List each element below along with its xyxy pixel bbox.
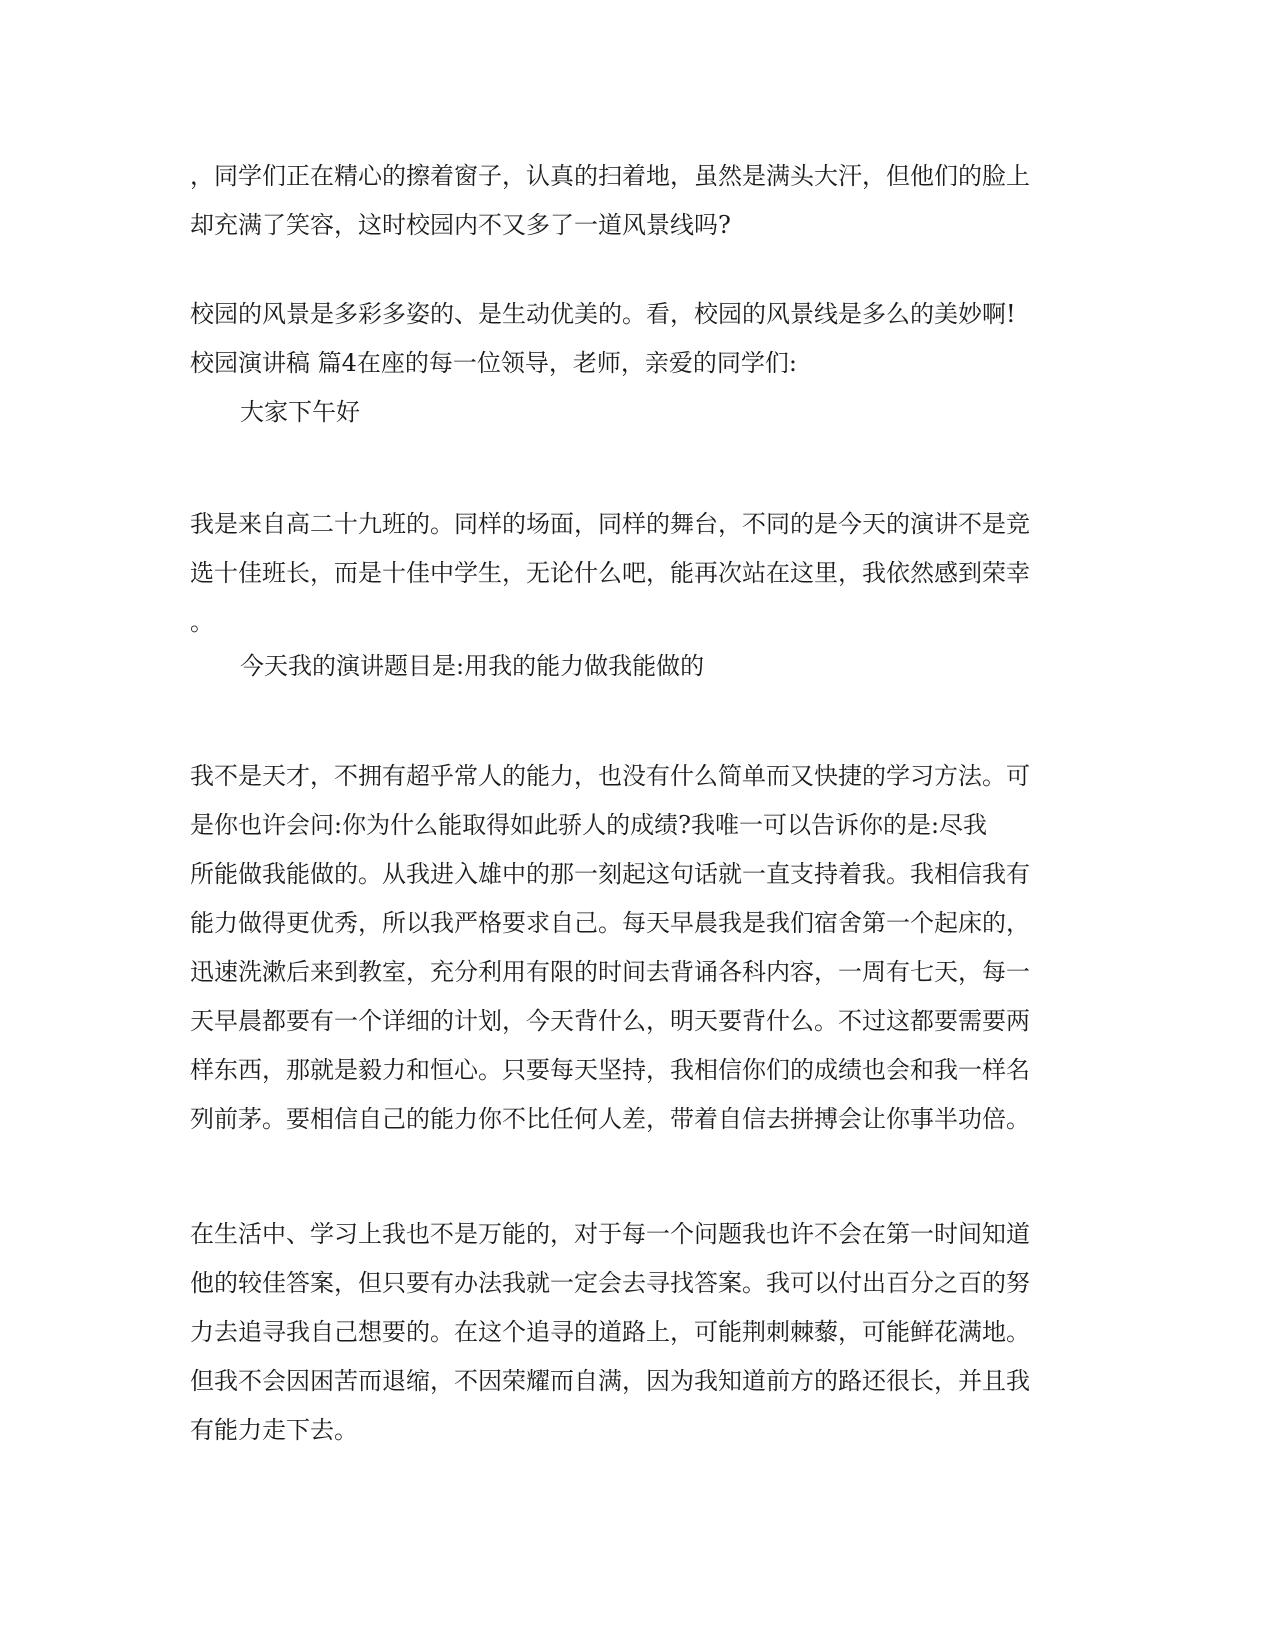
text-line: 今天我的演讲题目是:用我的能力做我能做的 [240,652,705,680]
text-line: 。 [190,608,214,636]
text-line: 是你也许会问:你为什么能取得如此骄人的成绩?我唯一可以告诉你的是:尽我 [190,811,988,839]
text-line: 大家下午好 [240,398,360,426]
text-line: 校园的风景是多彩多姿的、是生动优美的。看，校园的风景线是多么的美妙啊! [190,300,1016,328]
text-line: 却充满了笑容，这时校园内不又多了一道风景线吗? [190,211,731,239]
paragraph-4 [190,752,1070,1144]
text-line: 选十佳班长，而是十佳中学生，无论什么吧，能再次站在这里，我依然感到荣幸 [190,559,1030,587]
text-line: 他的较佳答案，但只要有办法我就一定会去寻找答案。我可以付出百分之百的努 [190,1269,1030,1297]
text-line: 列前茅。要相信自己的能力你不比任何人差，带着自信去拼搏会让你事半功倍。 [190,1105,1030,1133]
text-line: 迅速洗漱后来到教室，充分利用有限的时间去背诵各科内容，一周有七天，每一 [190,958,1030,986]
paragraph-1 [190,152,1070,250]
text-line: 能力做得更优秀，所以我严格要求自己。每天早晨我是我们宿舍第一个起床的， [190,909,1030,937]
paragraph-2 [190,290,1070,388]
text-line: 我不是天才，不拥有超乎常人的能力，也没有什么简单而又快捷的学习方法。可 [190,762,1030,790]
text-line: 我是来自高二十九班的。同样的场面，同样的舞台，不同的是今天的演讲不是竞 [190,510,1030,538]
paragraph-5 [190,1210,1070,1455]
text-line: ，同学们正在精心的擦着窗子，认真的扫着地，虽然是满头大汗，但他们的脸上 [190,162,1030,190]
text-line: 天早晨都要有一个详细的计划，今天背什么，明天要背什么。不过这都要需要两 [190,1007,1030,1035]
text-line: 有能力走下去。 [190,1416,358,1444]
text-line: 所能做我能做的。从我进入雄中的那一刻起这句话就一直支持着我。我相信我有 [190,860,1030,888]
paragraph-greeting [190,388,1070,437]
text-line: 但我不会因困苦而退缩，不因荣耀而自满，因为我知道前方的路还很长，并且我 [190,1367,1030,1395]
text-line: 校园演讲稿 篇4在座的每一位领导，老师，亲爱的同学们: [190,349,797,377]
paragraph-3 [190,500,1070,647]
text-line: 力去追寻我自己想要的。在这个追寻的道路上，可能荆刺棘藜，可能鲜花满地。 [190,1318,1030,1346]
text-line: 样东西，那就是毅力和恒心。只要每天坚持，我相信你们的成绩也会和我一样名 [190,1056,1030,1084]
paragraph-speech-title [190,642,1070,691]
text-line: 在生活中、学习上我也不是万能的，对于每一个问题我也许不会在第一时间知道 [190,1220,1030,1248]
